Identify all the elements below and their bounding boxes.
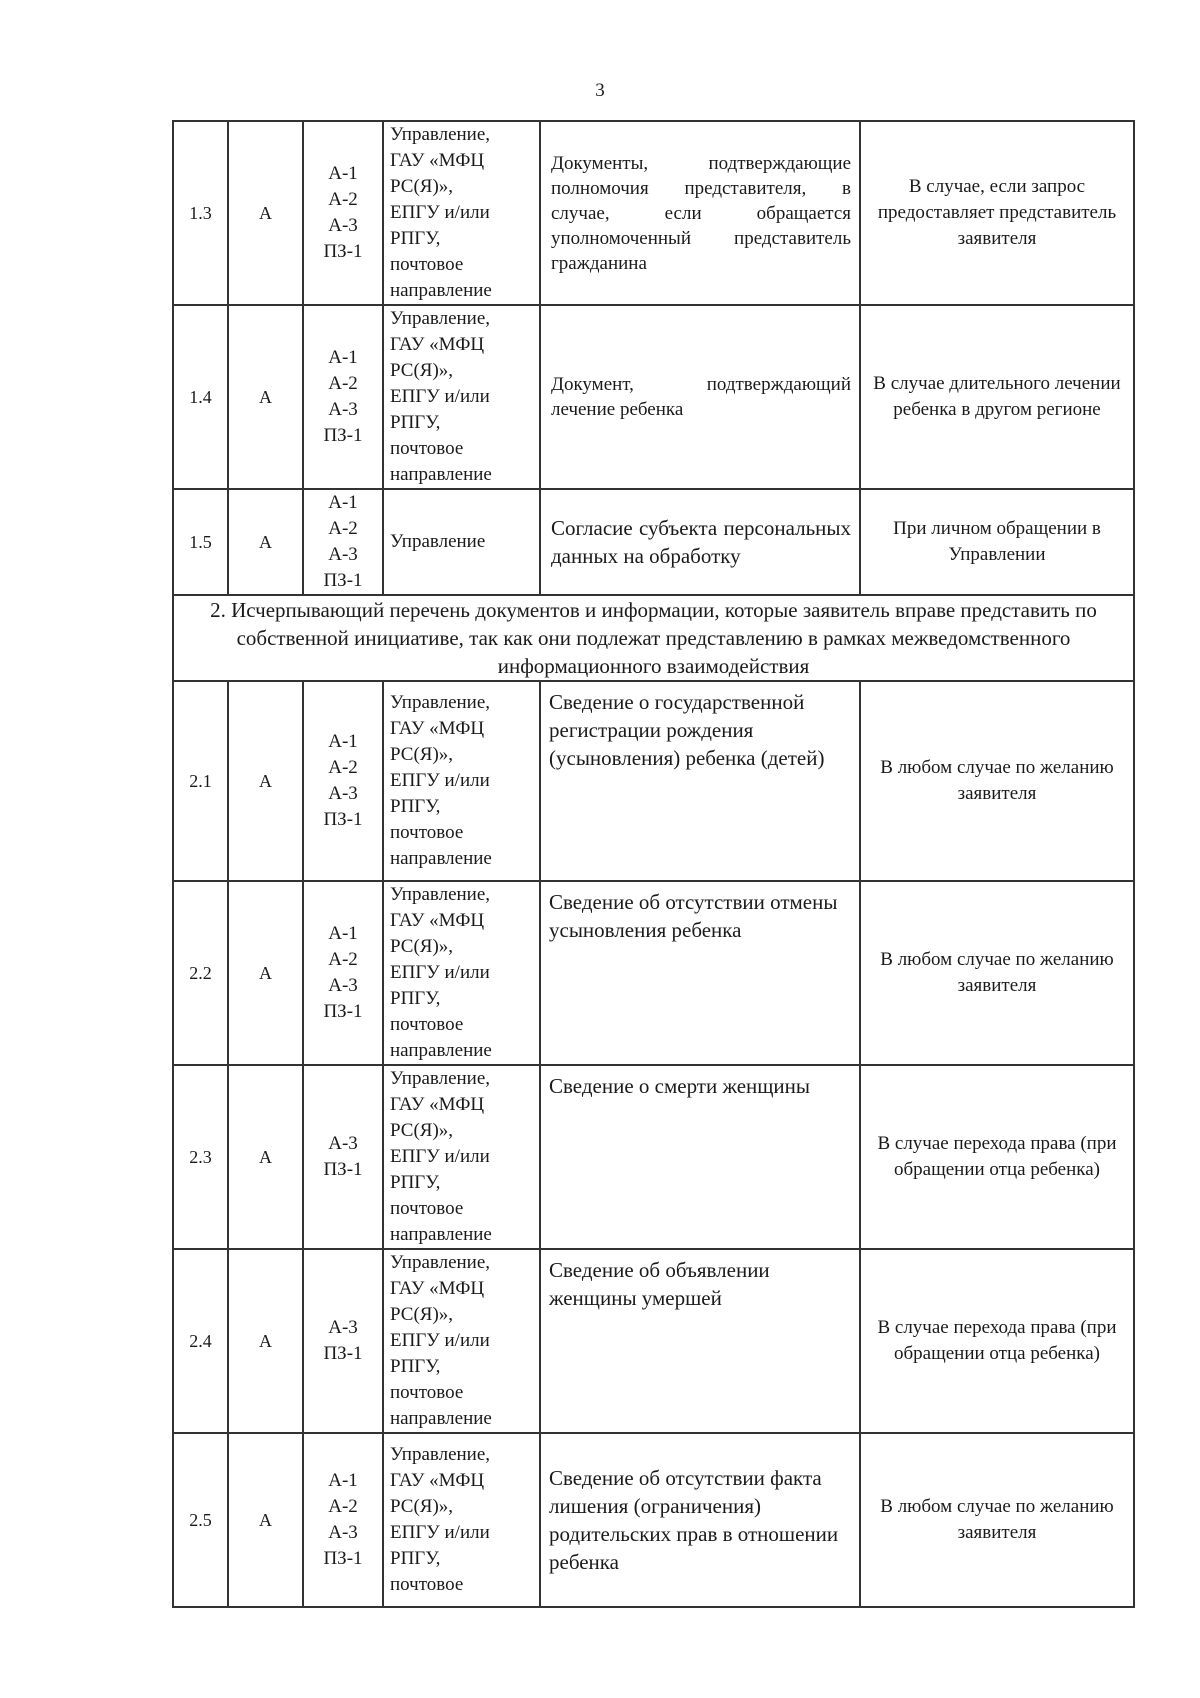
channel: ЕПГУ и/или bbox=[390, 1522, 490, 1543]
row-condition: В любом случае по желанию заявителя bbox=[860, 1433, 1134, 1607]
row-channels bbox=[383, 1433, 540, 1607]
table-row bbox=[173, 1249, 1134, 1433]
code: А-1 bbox=[328, 163, 358, 184]
channel: почтовое bbox=[390, 254, 464, 275]
code: А-2 bbox=[328, 1496, 358, 1517]
code: А-3 bbox=[328, 975, 358, 996]
section-title: 2. Исчерпывающий перечень документов и информации, которые заявитель вправе представить по собственной инициативе, так как они подлежат представлению в рамках межведомственного информационного взаимодействия bbox=[173, 595, 1134, 681]
channel: направление bbox=[390, 464, 492, 485]
channel: Управление, bbox=[390, 884, 491, 905]
code: А-2 bbox=[328, 373, 358, 394]
row-document: Сведение об объявлении женщины умершей bbox=[540, 1249, 860, 1433]
row-category: А bbox=[228, 1065, 303, 1249]
channel: ГАУ «МФЦ bbox=[390, 150, 485, 171]
code: А-3 bbox=[328, 1522, 358, 1543]
channel: почтовое bbox=[390, 822, 464, 843]
channel: ГАУ «МФЦ bbox=[390, 1094, 485, 1115]
channel: ЕПГУ и/или bbox=[390, 962, 490, 983]
code: ПЗ-1 bbox=[323, 241, 363, 262]
code: ПЗ-1 bbox=[323, 1343, 363, 1364]
code: А-3 bbox=[328, 399, 358, 420]
channel: РС(Я)», bbox=[390, 176, 454, 197]
channel: ЕПГУ и/или bbox=[390, 1330, 490, 1351]
channel: почтовое bbox=[390, 438, 464, 459]
row-number: 2.2 bbox=[173, 881, 228, 1065]
row-codes bbox=[303, 305, 383, 489]
code: ПЗ-1 bbox=[323, 809, 363, 830]
channel: направление bbox=[390, 1040, 492, 1061]
row-condition: В случае перехода права (при обращении отца ребенка) bbox=[860, 1065, 1134, 1249]
table-row bbox=[173, 489, 1134, 595]
row-document: Документы, подтверждающие полномочия представителя, в случае, если обращается уполномоченный представитель гражданина bbox=[540, 121, 860, 305]
code: А-3 bbox=[328, 1133, 358, 1154]
channel: РС(Я)», bbox=[390, 744, 454, 765]
row-codes bbox=[303, 1249, 383, 1433]
row-codes bbox=[303, 121, 383, 305]
row-condition: В случае длительного лечении ребенка в другом регионе bbox=[860, 305, 1134, 489]
channel: направление bbox=[390, 280, 492, 301]
row-category: А bbox=[228, 1249, 303, 1433]
channel: Управление, bbox=[390, 1252, 491, 1273]
channel: Управление bbox=[390, 531, 486, 552]
row-document: Сведение о смерти женщины bbox=[540, 1065, 860, 1249]
channel: направление bbox=[390, 1224, 492, 1245]
code: А-2 bbox=[328, 518, 358, 539]
channel: почтовое bbox=[390, 1014, 464, 1035]
channel: РПГУ, bbox=[390, 1172, 441, 1193]
row-category: А bbox=[228, 121, 303, 305]
channel: направление bbox=[390, 1408, 492, 1429]
channel: направление bbox=[390, 848, 492, 869]
row-codes bbox=[303, 1433, 383, 1607]
table-row bbox=[173, 881, 1134, 1065]
row-channels bbox=[383, 881, 540, 1065]
channel: ЕПГУ и/или bbox=[390, 386, 490, 407]
channel: Управление, bbox=[390, 1068, 491, 1089]
channel: Управление, bbox=[390, 124, 491, 145]
row-codes bbox=[303, 489, 383, 595]
code: А-2 bbox=[328, 949, 358, 970]
table-row bbox=[173, 121, 1134, 305]
channel: ЕПГУ и/или bbox=[390, 770, 490, 791]
code: А-3 bbox=[328, 1317, 358, 1338]
row-condition: В любом случае по желанию заявителя bbox=[860, 681, 1134, 881]
channel: РС(Я)», bbox=[390, 1304, 454, 1325]
row-number: 2.4 bbox=[173, 1249, 228, 1433]
documents-table bbox=[172, 120, 1135, 1608]
row-condition: В случае перехода права (при обращении отца ребенка) bbox=[860, 1249, 1134, 1433]
row-channels bbox=[383, 121, 540, 305]
row-codes bbox=[303, 881, 383, 1065]
row-category: А bbox=[228, 681, 303, 881]
row-number: 2.1 bbox=[173, 681, 228, 881]
code: А-2 bbox=[328, 757, 358, 778]
row-category: А bbox=[228, 1433, 303, 1607]
code: ПЗ-1 bbox=[323, 1159, 363, 1180]
section-header-row bbox=[173, 595, 1134, 681]
code: А-1 bbox=[328, 731, 358, 752]
row-category: А bbox=[228, 881, 303, 1065]
row-document: Согласие субъекта персональных данных на обработку bbox=[540, 489, 860, 595]
channel: почтовое bbox=[390, 1574, 464, 1595]
row-document: Сведение об отсутствии отмены усыновления ребенка bbox=[540, 881, 860, 1065]
row-number: 1.4 bbox=[173, 305, 228, 489]
code: ПЗ-1 bbox=[323, 425, 363, 446]
code: А-3 bbox=[328, 215, 358, 236]
channel: РПГУ, bbox=[390, 1356, 441, 1377]
code: ПЗ-1 bbox=[323, 1001, 363, 1022]
channel: РПГУ, bbox=[390, 412, 441, 433]
channel: РПГУ, bbox=[390, 988, 441, 1009]
channel: ГАУ «МФЦ bbox=[390, 334, 485, 355]
channel: почтовое bbox=[390, 1382, 464, 1403]
row-document: Документ, подтверждающий лечение ребенка bbox=[540, 305, 860, 489]
row-codes bbox=[303, 1065, 383, 1249]
table-row bbox=[173, 1433, 1134, 1607]
row-channels bbox=[383, 1249, 540, 1433]
table-row bbox=[173, 305, 1134, 489]
channel: ГАУ «МФЦ bbox=[390, 910, 485, 931]
channel: Управление, bbox=[390, 692, 491, 713]
channel: РПГУ, bbox=[390, 228, 441, 249]
channel: почтовое bbox=[390, 1198, 464, 1219]
channel: Управление, bbox=[390, 1444, 491, 1465]
channel: РС(Я)», bbox=[390, 1120, 454, 1141]
channel: РС(Я)», bbox=[390, 360, 454, 381]
row-condition: В любом случае по желанию заявителя bbox=[860, 881, 1134, 1065]
channel: РПГУ, bbox=[390, 796, 441, 817]
row-number: 2.3 bbox=[173, 1065, 228, 1249]
code: А-1 bbox=[328, 492, 358, 513]
row-document: Сведение о государственной регистрации рождения (усыновления) ребенка (детей) bbox=[540, 681, 860, 881]
table-row bbox=[173, 1065, 1134, 1249]
row-channels bbox=[383, 489, 540, 595]
row-number: 2.5 bbox=[173, 1433, 228, 1607]
channel: РС(Я)», bbox=[390, 1496, 454, 1517]
code: А-1 bbox=[328, 1470, 358, 1491]
channel: Управление, bbox=[390, 308, 491, 329]
row-number: 1.5 bbox=[173, 489, 228, 595]
row-condition: В случае, если запрос предоставляет представитель заявителя bbox=[860, 121, 1134, 305]
row-number: 1.3 bbox=[173, 121, 228, 305]
channel: ЕПГУ и/или bbox=[390, 1146, 490, 1167]
row-document: Сведение об отсутствии факта лишения (ограничения) родительских прав в отношении ребенка bbox=[540, 1433, 860, 1607]
row-channels bbox=[383, 681, 540, 881]
code: А-1 bbox=[328, 923, 358, 944]
code: ПЗ-1 bbox=[323, 570, 363, 591]
channel: ГАУ «МФЦ bbox=[390, 1278, 485, 1299]
code: А-3 bbox=[328, 783, 358, 804]
code: А-1 bbox=[328, 347, 358, 368]
channel: РС(Я)», bbox=[390, 936, 454, 957]
code: А-3 bbox=[328, 544, 358, 565]
channel: ЕПГУ и/или bbox=[390, 202, 490, 223]
channel: ГАУ «МФЦ bbox=[390, 1470, 485, 1491]
row-condition: При личном обращении в Управлении bbox=[860, 489, 1134, 595]
row-channels bbox=[383, 1065, 540, 1249]
table-row bbox=[173, 681, 1134, 881]
row-category: А bbox=[228, 305, 303, 489]
channel: ГАУ «МФЦ bbox=[390, 718, 485, 739]
row-category: А bbox=[228, 489, 303, 595]
code: А-2 bbox=[328, 189, 358, 210]
row-codes bbox=[303, 681, 383, 881]
channel: РПГУ, bbox=[390, 1548, 441, 1569]
page-number: 3 bbox=[595, 80, 605, 101]
row-channels bbox=[383, 305, 540, 489]
code: ПЗ-1 bbox=[323, 1548, 363, 1569]
